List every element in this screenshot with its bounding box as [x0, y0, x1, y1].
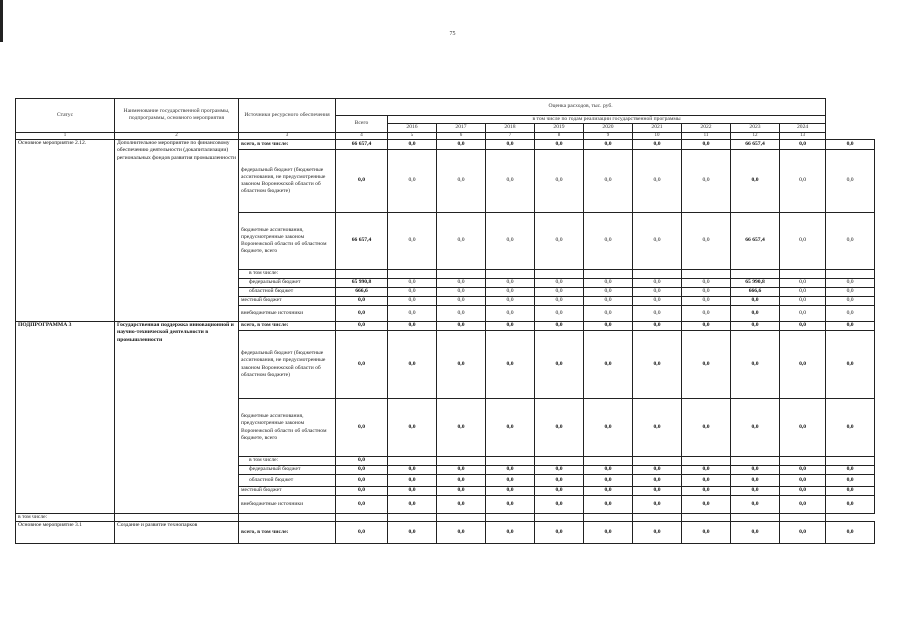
value-cell: 0,0 [437, 150, 486, 213]
value-cell: 0,0 [584, 399, 633, 457]
value-cell: 0,0 [437, 496, 486, 514]
value-cell: 0,0 [584, 322, 633, 331]
empty-cell [633, 514, 682, 522]
column-number: 9 [584, 132, 633, 140]
header-row-1 [16, 99, 875, 116]
value-cell: 0,0 [826, 150, 875, 213]
section-status: ПОДПРОГРАММА 3 [16, 322, 115, 514]
section-name: Государственная поддержка инновационной и научно-технической деятельности в промышленности [115, 322, 239, 514]
value-cell: 0,0 [682, 279, 731, 288]
empty-cell [437, 514, 486, 522]
value-cell: 0,0 [486, 331, 535, 399]
source-cell: внебюджетные источники [239, 496, 336, 514]
value-cell: 0,0 [682, 150, 731, 213]
section-name: Создание и развитие технопарков [115, 522, 239, 544]
empty-cell [336, 514, 388, 522]
value-cell: 0,0 [584, 522, 633, 544]
value-cell: 0,0 [535, 140, 584, 150]
value-cell: 0,0 [486, 322, 535, 331]
value-cell: 0,0 [388, 522, 437, 544]
value-cell: 0,0 [682, 322, 731, 331]
source-cell: в том числе: [239, 457, 336, 466]
value-cell: 0,0 [535, 288, 584, 297]
value-cell: 0,0 [826, 466, 875, 475]
value-cell: 0,0 [437, 213, 486, 270]
value-cell: 0,0 [535, 496, 584, 514]
value-cell: 0,0 [826, 279, 875, 288]
header-total: Всего [336, 116, 388, 133]
value-cell: 0,0 [682, 331, 731, 399]
source-cell: бюджетные ассигнования, предусмотренные законом Воронежской области об областном бюджете, всего [239, 213, 336, 270]
value-cell [584, 270, 633, 279]
value-cell [731, 270, 780, 279]
value-cell: 0,0 [535, 306, 584, 322]
value-cell: 0,0 [633, 322, 682, 331]
column-number: 5 [388, 132, 437, 140]
value-cell: 0,0 [584, 297, 633, 306]
value-cell: 0,0 [731, 466, 780, 475]
header-year: 2016 [388, 124, 437, 132]
value-cell: 0,0 [780, 297, 826, 306]
value-cell [388, 270, 437, 279]
value-cell: 0,0 [731, 322, 780, 331]
value-cell: 0,0 [826, 288, 875, 297]
value-cell: 0,0 [826, 331, 875, 399]
value-cell: 0,0 [682, 466, 731, 475]
value-cell: 0,0 [826, 399, 875, 457]
value-cell: 0,0 [826, 475, 875, 487]
value-cell: 0,0 [780, 322, 826, 331]
value-cell: 0,0 [731, 331, 780, 399]
value-cell: 0,0 [388, 306, 437, 322]
value-cell: 0,0 [336, 306, 388, 322]
column-number: 8 [535, 132, 584, 140]
value-cell: 0,0 [437, 297, 486, 306]
source-cell: федеральный бюджет [239, 279, 336, 288]
value-cell: 0,0 [826, 487, 875, 496]
value-cell: 0,0 [486, 279, 535, 288]
value-cell: 0,0 [826, 322, 875, 331]
value-cell: 0,0 [388, 140, 437, 150]
value-cell: 0,0 [731, 475, 780, 487]
value-cell [584, 457, 633, 466]
header-year: 2023 [731, 124, 780, 132]
value-cell: 0,0 [535, 213, 584, 270]
value-cell: 0,0 [682, 487, 731, 496]
value-cell: 0,0 [826, 522, 875, 544]
source-cell: в том числе: [239, 270, 336, 279]
header-estimate: Оценка расходов, тыс. руб. [336, 99, 826, 116]
value-cell: 0,0 [437, 279, 486, 288]
value-cell: 0,0 [535, 522, 584, 544]
empty-cell [388, 514, 437, 522]
value-cell: 0,0 [584, 496, 633, 514]
table-row [16, 322, 875, 331]
column-number: 11 [682, 132, 731, 140]
value-cell: 0,0 [535, 279, 584, 288]
value-cell: 0,0 [633, 487, 682, 496]
value-cell: 0,0 [780, 475, 826, 487]
value-cell [633, 457, 682, 466]
value-cell: 0,0 [535, 399, 584, 457]
value-cell: 0,0 [535, 322, 584, 331]
value-cell: 65 990,8 [731, 279, 780, 288]
budget-table [15, 98, 875, 544]
value-cell: 0,0 [826, 297, 875, 306]
value-cell: 0,0 [437, 306, 486, 322]
value-cell: 0,0 [780, 288, 826, 297]
value-cell: 0,0 [633, 213, 682, 270]
value-cell: 0,0 [388, 279, 437, 288]
value-cell: 0,0 [336, 331, 388, 399]
value-cell: 0,0 [682, 475, 731, 487]
value-cell: 0,0 [731, 297, 780, 306]
value-cell: 0,0 [486, 288, 535, 297]
value-cell: 0,0 [731, 306, 780, 322]
value-cell: 0,0 [633, 140, 682, 150]
value-cell [682, 270, 731, 279]
value-cell [731, 457, 780, 466]
value-cell: 0,0 [336, 399, 388, 457]
empty-cell [115, 514, 239, 522]
value-cell: 0,0 [780, 466, 826, 475]
value-cell [486, 457, 535, 466]
value-cell: 0,0 [780, 331, 826, 399]
source-cell: областной бюджет [239, 288, 336, 297]
value-cell [826, 457, 875, 466]
value-cell: 666,6 [731, 288, 780, 297]
source-cell: всего, в том числе: [239, 322, 336, 331]
value-cell: 0,0 [535, 487, 584, 496]
value-cell: 0,0 [535, 475, 584, 487]
value-cell: 0,0 [633, 288, 682, 297]
value-cell [437, 270, 486, 279]
value-cell: 0,0 [826, 140, 875, 150]
value-cell: 0,0 [780, 213, 826, 270]
value-cell: 0,0 [584, 475, 633, 487]
value-cell: 0,0 [780, 496, 826, 514]
value-cell: 0,0 [584, 150, 633, 213]
value-cell: 0,0 [486, 487, 535, 496]
value-cell: 0,0 [780, 399, 826, 457]
value-cell: 0,0 [486, 475, 535, 487]
source-cell: местный бюджет [239, 487, 336, 496]
header-status: Статус [16, 99, 115, 133]
value-cell: 0,0 [486, 522, 535, 544]
page-number: 75 [449, 31, 456, 37]
value-cell: 0,0 [486, 496, 535, 514]
header-row-col-numbers [16, 132, 875, 140]
value-cell: 0,0 [780, 522, 826, 544]
value-cell [682, 457, 731, 466]
value-cell: 0,0 [486, 399, 535, 457]
header-year: 2018 [486, 124, 535, 132]
source-cell: федеральный бюджет (бюджетные ассигнования, не предусмотренные законом Воронежской области об областном бюджете) [239, 331, 336, 399]
value-cell: 0,0 [780, 279, 826, 288]
value-cell: 0,0 [437, 331, 486, 399]
source-cell: всего, в том числе: [239, 140, 336, 150]
value-cell: 0,0 [388, 475, 437, 487]
value-cell: 0,0 [780, 306, 826, 322]
column-number: 3 [239, 132, 336, 140]
column-number: 7 [486, 132, 535, 140]
table-row [16, 140, 875, 150]
value-cell: 0,0 [336, 496, 388, 514]
value-cell: 0,0 [388, 322, 437, 331]
value-cell: 0,0 [584, 288, 633, 297]
value-cell: 0,0 [731, 522, 780, 544]
value-cell: 0,0 [682, 522, 731, 544]
header-year: 2024 [780, 124, 826, 132]
value-cell: 0,0 [336, 466, 388, 475]
value-cell: 66 657,4 [731, 213, 780, 270]
value-cell: 0,0 [336, 457, 388, 466]
column-number: 12 [731, 132, 780, 140]
value-cell: 0,0 [486, 213, 535, 270]
empty-cell [535, 514, 584, 522]
value-cell: 66 657,4 [336, 140, 388, 150]
value-cell: 0,0 [535, 150, 584, 213]
value-cell: 0,0 [633, 279, 682, 288]
value-cell: 0,0 [388, 150, 437, 213]
value-cell: 65 990,8 [336, 279, 388, 288]
value-cell: 0,0 [437, 522, 486, 544]
value-cell: 0,0 [682, 399, 731, 457]
value-cell: 0,0 [336, 475, 388, 487]
value-cell: 66 657,4 [336, 213, 388, 270]
column-number: 1 [16, 132, 115, 140]
section-status: Основное мероприятие 3.1 [16, 522, 115, 544]
table-row [16, 522, 875, 544]
header-year: 2022 [682, 124, 731, 132]
value-cell: 0,0 [388, 331, 437, 399]
value-cell: 0,0 [633, 496, 682, 514]
value-cell: 0,0 [336, 150, 388, 213]
empty-cell [486, 514, 535, 522]
value-cell [486, 270, 535, 279]
value-cell: 666,6 [336, 288, 388, 297]
value-cell: 0,0 [486, 150, 535, 213]
header-year: 2020 [584, 124, 633, 132]
value-cell: 0,0 [633, 399, 682, 457]
value-cell: 0,0 [731, 150, 780, 213]
value-cell: 0,0 [437, 322, 486, 331]
header-sources: Источники ресурсного обеспечения [239, 99, 336, 133]
empty-cell [731, 514, 780, 522]
value-cell: 0,0 [388, 399, 437, 457]
value-cell: 0,0 [535, 466, 584, 475]
value-cell: 66 657,4 [731, 140, 780, 150]
value-cell [336, 270, 388, 279]
value-cell: 0,0 [633, 331, 682, 399]
source-cell: всего, в том числе: [239, 522, 336, 544]
value-cell [535, 270, 584, 279]
column-number: 6 [437, 132, 486, 140]
in-that-number-label: в том числе: [16, 514, 115, 522]
value-cell: 0,0 [486, 466, 535, 475]
value-cell: 0,0 [780, 140, 826, 150]
value-cell: 0,0 [584, 306, 633, 322]
value-cell: 0,0 [388, 297, 437, 306]
source-cell: федеральный бюджет (бюджетные ассигнования, не предусмотренные законом Воронежской области об областном бюджете) [239, 150, 336, 213]
source-cell: местный бюджет [239, 297, 336, 306]
value-cell: 0,0 [388, 496, 437, 514]
column-number: 10 [633, 132, 682, 140]
value-cell: 0,0 [826, 306, 875, 322]
value-cell: 0,0 [731, 487, 780, 496]
value-cell: 0,0 [633, 522, 682, 544]
value-cell: 0,0 [584, 213, 633, 270]
value-cell: 0,0 [633, 297, 682, 306]
value-cell: 0,0 [336, 322, 388, 331]
value-cell: 0,0 [486, 306, 535, 322]
header-name: Наименование государственной программы, подпрограммы, основного мероприятия [115, 99, 239, 133]
value-cell: 0,0 [388, 288, 437, 297]
value-cell: 0,0 [731, 496, 780, 514]
value-cell [388, 457, 437, 466]
section-name: Дополнительное мероприятие по финансовому обеспечению деятельности (докапитализации) региональных фондов развития промышленности [115, 140, 239, 322]
value-cell: 0,0 [336, 297, 388, 306]
table-row [16, 514, 875, 522]
empty-cell [584, 514, 633, 522]
source-cell: федеральный бюджет [239, 466, 336, 475]
value-cell: 0,0 [682, 213, 731, 270]
value-cell: 0,0 [437, 475, 486, 487]
value-cell: 0,0 [731, 399, 780, 457]
column-number: 13 [780, 132, 826, 140]
value-cell: 0,0 [584, 140, 633, 150]
source-cell: внебюджетные источники [239, 306, 336, 322]
value-cell: 0,0 [584, 466, 633, 475]
value-cell: 0,0 [633, 150, 682, 213]
value-cell: 0,0 [633, 475, 682, 487]
value-cell: 0,0 [388, 487, 437, 496]
value-cell: 0,0 [437, 288, 486, 297]
value-cell [535, 457, 584, 466]
value-cell: 0,0 [584, 331, 633, 399]
column-number: 4 [336, 132, 388, 140]
value-cell [780, 270, 826, 279]
value-cell [780, 457, 826, 466]
value-cell: 0,0 [336, 487, 388, 496]
value-cell [633, 270, 682, 279]
value-cell: 0,0 [535, 331, 584, 399]
value-cell: 0,0 [682, 288, 731, 297]
header-year: 2021 [633, 124, 682, 132]
source-cell: бюджетные ассигнования, предусмотренные законом Воронежской области об областном бюджете, всего [239, 399, 336, 457]
value-cell: 0,0 [535, 297, 584, 306]
value-cell: 0,0 [437, 140, 486, 150]
value-cell: 0,0 [682, 140, 731, 150]
value-cell: 0,0 [780, 487, 826, 496]
value-cell: 0,0 [486, 297, 535, 306]
value-cell [826, 270, 875, 279]
value-cell: 0,0 [437, 399, 486, 457]
value-cell: 0,0 [633, 306, 682, 322]
value-cell: 0,0 [633, 466, 682, 475]
value-cell: 0,0 [682, 297, 731, 306]
value-cell [437, 457, 486, 466]
value-cell: 0,0 [486, 140, 535, 150]
value-cell: 0,0 [336, 522, 388, 544]
header-by-years: в том числе по годам реализации государственной программы [388, 116, 826, 124]
value-cell: 0,0 [437, 487, 486, 496]
value-cell: 0,0 [388, 213, 437, 270]
value-cell: 0,0 [826, 213, 875, 270]
column-number: 2 [115, 132, 239, 140]
empty-cell [239, 514, 336, 522]
header-year: 2019 [535, 124, 584, 132]
value-cell: 0,0 [780, 150, 826, 213]
section-status: Основное мероприятие 2.12. [16, 140, 115, 322]
value-cell: 0,0 [682, 306, 731, 322]
empty-cell [682, 514, 731, 522]
value-cell: 0,0 [682, 496, 731, 514]
value-cell: 0,0 [584, 279, 633, 288]
value-cell: 0,0 [584, 487, 633, 496]
source-cell: областной бюджет [239, 475, 336, 487]
value-cell: 0,0 [388, 466, 437, 475]
value-cell: 0,0 [437, 466, 486, 475]
empty-cell [780, 514, 826, 522]
header-year: 2017 [437, 124, 486, 132]
value-cell: 0,0 [826, 496, 875, 514]
